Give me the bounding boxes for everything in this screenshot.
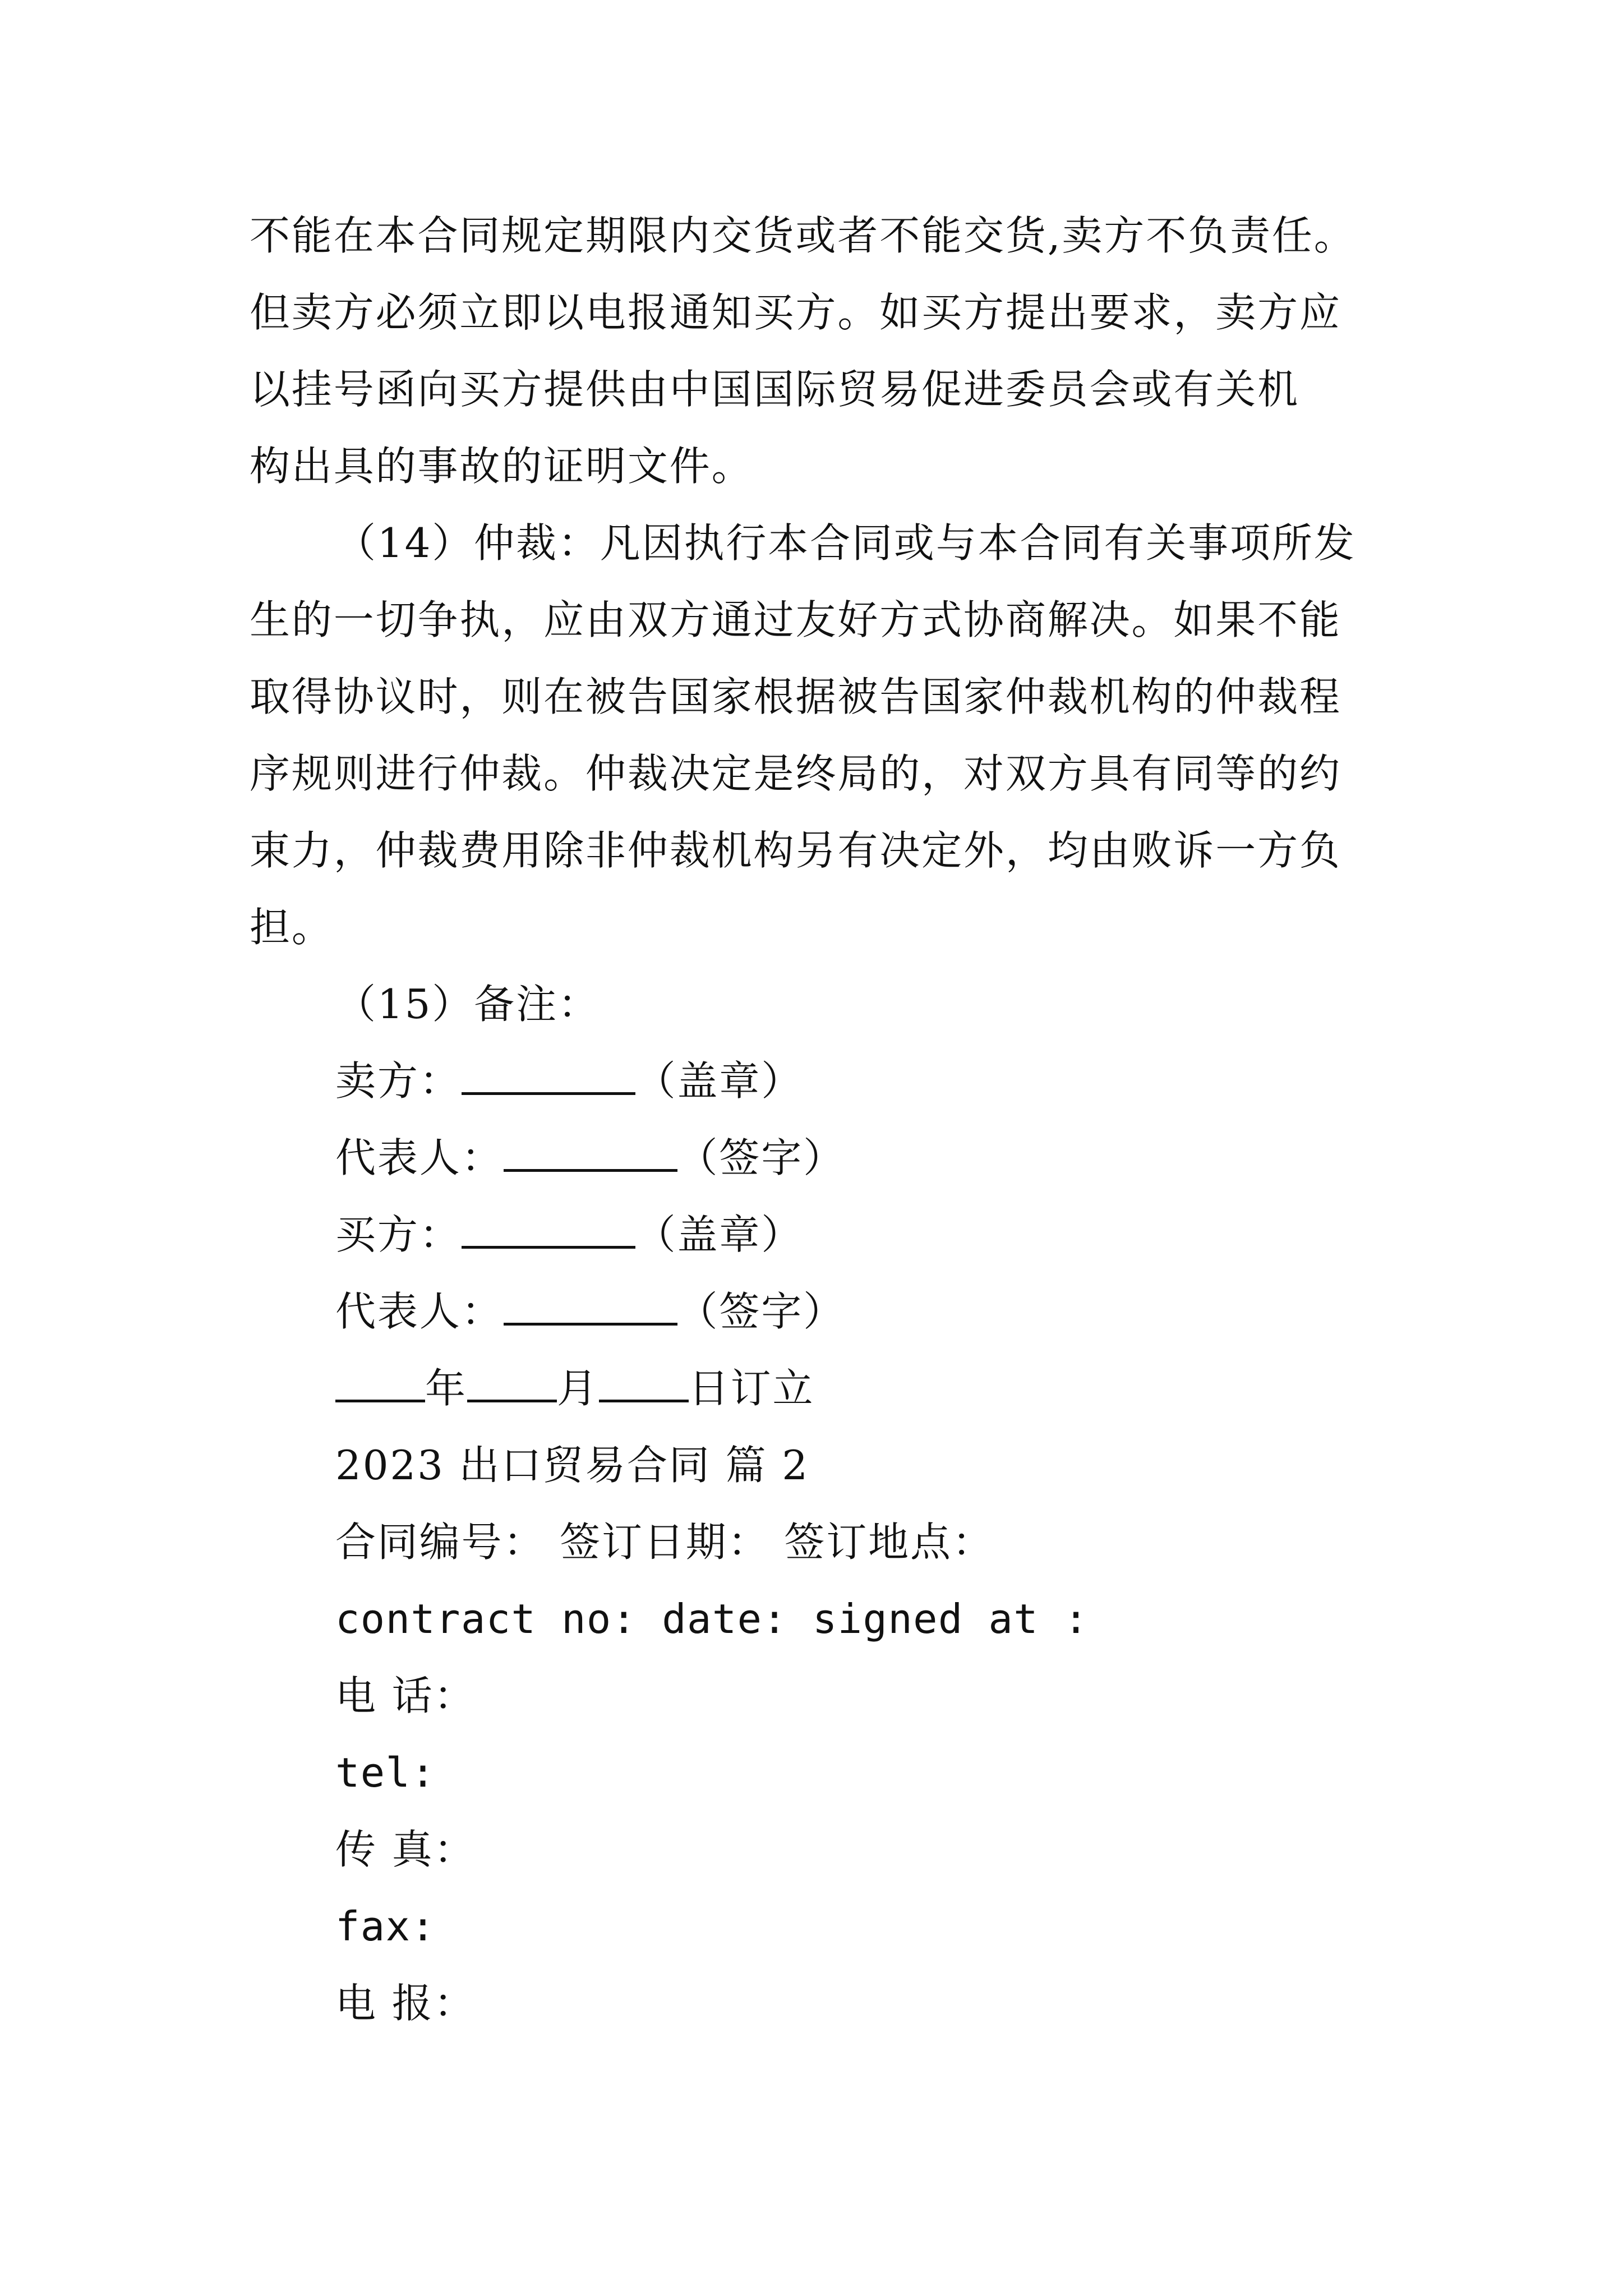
contract-header-cn: 合同编号： 签订日期： 签订地点： — [335, 1519, 994, 1566]
remarks-label: （15）备注： — [335, 981, 600, 1028]
buyer-rep-signature-line — [335, 1283, 845, 1340]
signing-date-line — [335, 1360, 814, 1416]
text-line: 序规则进行仲裁。仲裁决定是终局的，对双方具有同等的约 — [250, 750, 1341, 797]
text-line: 不能在本合同规定期限内交货或者不能交货,卖方不负责任。 — [250, 212, 1356, 259]
text-line: 但卖方必须立即以电报通知买方。如买方提出要求，卖方应 — [250, 289, 1341, 336]
text-line: 以挂号函向买方提供由中国国际贸易促进委员会或有关机 — [250, 366, 1300, 413]
day-label: 日订立 — [688, 1365, 815, 1412]
buyer-rep-blank[interactable] — [504, 1288, 677, 1326]
telegram-label-cn: 电 报： — [335, 1980, 476, 2027]
month-blank[interactable] — [467, 1365, 557, 1402]
buyer-signature-line — [335, 1207, 803, 1263]
seller-rep-signature-line — [335, 1130, 845, 1186]
buyer-label: 买方： — [335, 1211, 462, 1258]
text-line: 构出具的事故的证明文件。 — [250, 443, 754, 490]
text-line: 束力，仲裁费用除非仲裁机构另有决定外，均由败诉一方负 — [250, 827, 1341, 874]
contract-title: 2023 出口贸易合同 篇 2 — [335, 1442, 809, 1489]
year-blank[interactable] — [335, 1365, 425, 1402]
seller-rep-blank[interactable] — [504, 1134, 677, 1172]
text-line: 担。 — [250, 904, 334, 951]
fax-label-en: fax: — [335, 1903, 436, 1950]
tel-label-en: tel: — [335, 1749, 436, 1796]
text-line: （14）仲裁：凡因执行本合同或与本合同有关事项所发 — [335, 519, 1356, 567]
buyer-note: （盖章） — [635, 1211, 804, 1258]
seller-signature-line — [335, 1053, 803, 1109]
seller-rep-note: （签字） — [677, 1134, 846, 1181]
buyer-rep-note: （签字） — [677, 1288, 846, 1335]
seller-label: 卖方： — [335, 1057, 462, 1105]
tel-label-cn: 电 话： — [335, 1672, 476, 1719]
seller-note: （盖章） — [635, 1057, 804, 1105]
buyer-blank[interactable] — [462, 1211, 635, 1249]
seller-rep-label: 代表人： — [335, 1134, 504, 1181]
buyer-rep-label: 代表人： — [335, 1288, 504, 1335]
month-label: 月 — [556, 1365, 599, 1412]
text-line: 取得协议时，则在被告国家根据被告国家仲裁机构的仲裁程 — [250, 673, 1341, 720]
year-label: 年 — [425, 1365, 467, 1412]
day-blank[interactable] — [599, 1365, 689, 1402]
fax-label-cn: 传 真： — [335, 1826, 476, 1873]
text-line: 生的一切争执，应由双方通过友好方式协商解决。如果不能 — [250, 596, 1341, 643]
contract-header-en: contract no: date: signed at : — [335, 1595, 1089, 1642]
seller-blank[interactable] — [462, 1057, 635, 1095]
